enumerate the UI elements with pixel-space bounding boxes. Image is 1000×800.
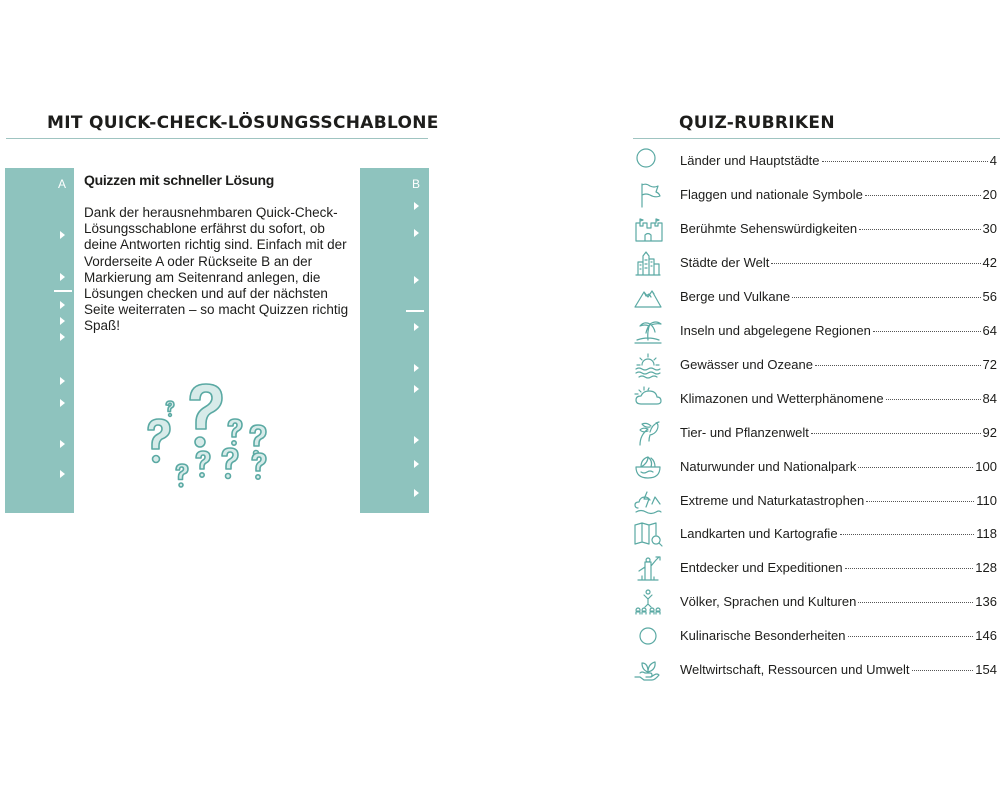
toc-item bbox=[633, 418, 1000, 448]
toc-page-number: 20 bbox=[982, 186, 997, 202]
toc-line bbox=[680, 662, 997, 677]
toc-label: Flaggen und nationale Symbole bbox=[680, 186, 863, 202]
toc-item bbox=[633, 248, 1000, 278]
plate-cutlery-icon bbox=[633, 621, 663, 651]
toc-line bbox=[680, 459, 997, 474]
card-title: Quizzen mit schneller Lösung bbox=[84, 172, 274, 188]
toc-item bbox=[633, 384, 1000, 414]
toc-page-number: 118 bbox=[976, 526, 997, 542]
sun-cloud-icon bbox=[633, 384, 663, 414]
strip-marker bbox=[414, 436, 419, 444]
strip-marker bbox=[60, 333, 65, 341]
strip-marker bbox=[60, 377, 65, 385]
toc-page-number: 72 bbox=[982, 356, 997, 372]
toc-line bbox=[680, 526, 997, 541]
toc-leader-dots bbox=[811, 433, 981, 434]
toc-leader-dots bbox=[845, 568, 974, 569]
toc-leader-dots bbox=[858, 467, 973, 468]
toc-item bbox=[633, 180, 1000, 210]
toc-label: Klimazonen und Wetterphänomene bbox=[680, 390, 884, 406]
palm-island-icon bbox=[633, 316, 663, 346]
toc-page-number: 110 bbox=[976, 492, 997, 508]
toc-label: Städte der Welt bbox=[680, 254, 770, 270]
toc-page-number: 146 bbox=[975, 628, 997, 644]
toc-label: Gewässer und Ozeane bbox=[680, 356, 813, 372]
toc-item bbox=[633, 214, 1000, 244]
strip-marker bbox=[60, 399, 65, 407]
toc-leader-dots bbox=[840, 534, 975, 535]
toc-item bbox=[633, 621, 1000, 651]
toc-page-number: 84 bbox=[982, 390, 997, 406]
toc-item bbox=[633, 553, 1000, 583]
flag-icon bbox=[633, 180, 663, 210]
strip-marker bbox=[60, 301, 65, 309]
toc-item bbox=[633, 452, 1000, 482]
toc-line bbox=[680, 153, 997, 168]
toc-item bbox=[633, 587, 1000, 617]
toc-item bbox=[633, 146, 1000, 176]
toc-line bbox=[680, 289, 997, 304]
toc-line bbox=[680, 560, 997, 575]
question-marks-illustration bbox=[140, 378, 280, 498]
castle-icon bbox=[633, 214, 663, 244]
bird-leaf-icon bbox=[633, 418, 663, 448]
right-page-heading: QUIZ-RUBRIKEN bbox=[679, 113, 835, 133]
template-strip-a bbox=[5, 168, 74, 513]
toc-line bbox=[680, 221, 997, 236]
toc-label: Weltwirtschaft, Ressourcen und Umwelt bbox=[680, 662, 910, 678]
toc-item bbox=[633, 316, 1000, 346]
toc-item bbox=[633, 282, 1000, 312]
toc-page-number: 30 bbox=[982, 220, 997, 236]
strip-line-mark bbox=[406, 310, 424, 312]
toc-line bbox=[680, 357, 997, 372]
template-strip-b bbox=[360, 168, 429, 513]
toc-label: Tier- und Pflanzenwelt bbox=[680, 424, 809, 440]
toc-line bbox=[680, 493, 997, 508]
toc-page-number: 136 bbox=[975, 594, 997, 610]
toc-label: Entdecker und Expeditionen bbox=[680, 560, 843, 576]
strip-marker bbox=[60, 273, 65, 281]
toc-leader-dots bbox=[865, 195, 981, 196]
toc-label: Extreme und Naturkatastrophen bbox=[680, 492, 865, 508]
toc-item bbox=[633, 655, 1000, 685]
storm-icon bbox=[633, 486, 663, 516]
people-icon bbox=[633, 587, 663, 617]
card-body: Dank der herausnehmbaren Quick-Check-Lösungsschablone erfährst du sofort, ob deine Antworten richtig sind. Einfach mit der Vorderseite A oder Rückseite B an der Markierung am Seitenrand anlegen, die Lösungen checken und auf der nächsten Seite weiterraten – so macht Quizzen richtig Spaß! bbox=[84, 205, 349, 334]
globe-icon bbox=[633, 146, 663, 176]
toc-leader-dots bbox=[815, 365, 981, 366]
toc-page-number: 128 bbox=[975, 560, 997, 576]
strip-a-letter: A bbox=[58, 177, 67, 191]
toc-label: Kulinarische Besonderheiten bbox=[680, 628, 846, 644]
toc-leader-dots bbox=[848, 636, 974, 637]
left-heading-rule bbox=[6, 138, 428, 139]
strip-marker bbox=[414, 364, 419, 372]
toc-line bbox=[680, 425, 997, 440]
toc-label: Naturwunder und Nationalpark bbox=[680, 458, 857, 474]
toc-leader-dots bbox=[858, 602, 973, 603]
toc-label: Berühmte Sehenswürdigkeiten bbox=[680, 220, 858, 236]
toc-page-number: 64 bbox=[982, 322, 997, 338]
toc-line bbox=[680, 255, 997, 270]
hand-leaf-icon bbox=[633, 655, 663, 685]
strip-marker bbox=[414, 229, 419, 237]
toc-leader-dots bbox=[822, 161, 988, 162]
city-icon bbox=[633, 248, 663, 278]
explorer-icon bbox=[633, 553, 663, 583]
toc-label: Berge und Vulkane bbox=[680, 288, 791, 304]
toc-leader-dots bbox=[792, 297, 980, 298]
toc-leader-dots bbox=[912, 670, 974, 671]
mountain-icon bbox=[633, 282, 663, 312]
toc-line bbox=[680, 391, 997, 406]
strip-marker bbox=[60, 470, 65, 478]
toc-page-number: 92 bbox=[982, 424, 997, 440]
toc-line bbox=[680, 187, 997, 202]
toc-item bbox=[633, 519, 1000, 549]
nature-bowl-icon bbox=[633, 452, 663, 482]
map-search-icon bbox=[633, 519, 663, 549]
toc-page-number: 56 bbox=[982, 288, 997, 304]
toc-page-number: 4 bbox=[989, 153, 997, 168]
strip-marker bbox=[414, 323, 419, 331]
toc-item bbox=[633, 350, 1000, 380]
strip-marker bbox=[414, 385, 419, 393]
toc-page-number: 154 bbox=[975, 662, 997, 678]
toc-page-number: 42 bbox=[982, 254, 997, 270]
strip-marker bbox=[414, 489, 419, 497]
strip-marker bbox=[414, 276, 419, 284]
toc-leader-dots bbox=[859, 229, 980, 230]
sun-water-icon bbox=[633, 350, 663, 380]
toc-label: Landkarten und Kartografie bbox=[680, 526, 838, 542]
strip-marker bbox=[60, 317, 65, 325]
right-heading-rule bbox=[633, 138, 1000, 139]
strip-marker bbox=[414, 460, 419, 468]
toc-label: Länder und Hauptstädte bbox=[680, 153, 820, 168]
toc-page-number: 100 bbox=[975, 458, 997, 474]
toc-label: Inseln und abgelegene Regionen bbox=[680, 322, 871, 338]
left-page-heading: MIT QUICK-CHECK-LÖSUNGSSCHABLONE bbox=[47, 113, 439, 133]
strip-marker bbox=[414, 202, 419, 210]
strip-marker bbox=[60, 231, 65, 239]
toc-leader-dots bbox=[866, 501, 974, 502]
strip-line-mark bbox=[54, 290, 72, 292]
toc-line bbox=[680, 323, 997, 338]
toc-line bbox=[680, 594, 997, 609]
toc-leader-dots bbox=[886, 399, 981, 400]
toc-leader-dots bbox=[771, 263, 980, 264]
toc-leader-dots bbox=[873, 331, 981, 332]
toc-label: Völker, Sprachen und Kulturen bbox=[680, 594, 857, 610]
strip-marker bbox=[60, 440, 65, 448]
toc-item bbox=[633, 486, 1000, 516]
strip-b-letter: B bbox=[412, 177, 421, 191]
toc-line bbox=[680, 628, 997, 643]
